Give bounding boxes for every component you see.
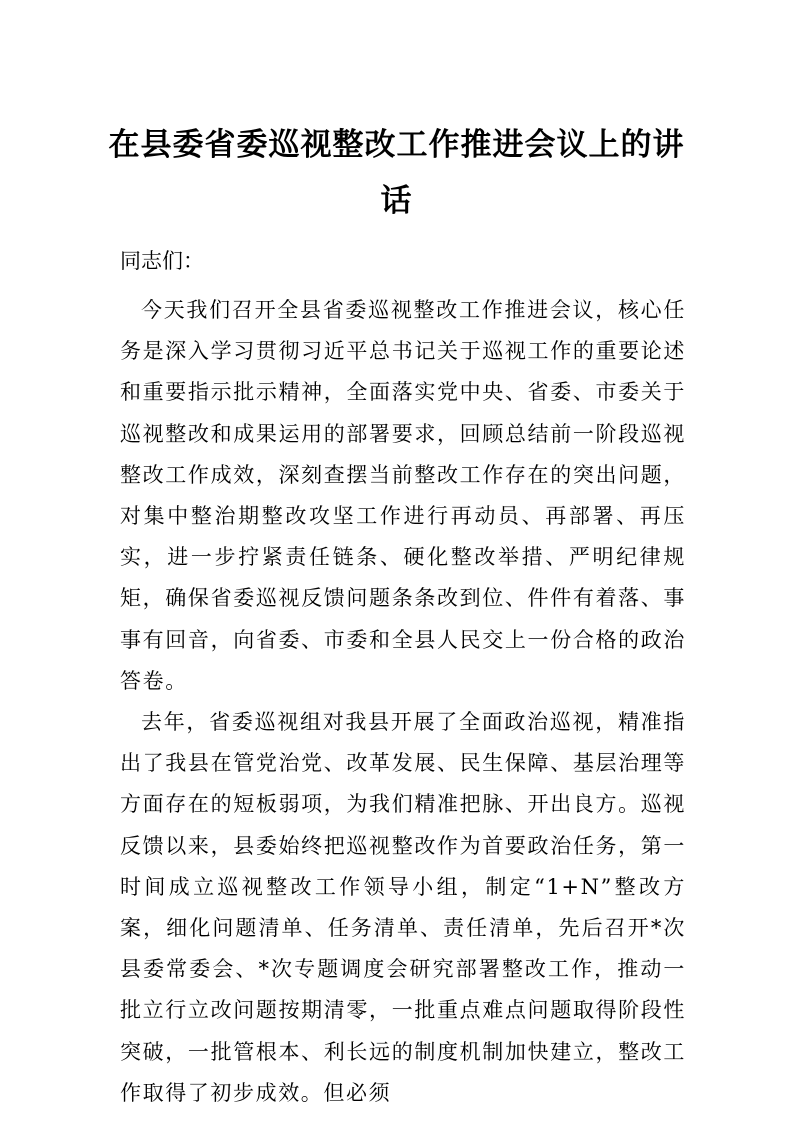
paragraph-2: 去年，省委巡视组对我县开展了全面政治巡视，精准指出了我县在管党治党、改革发展、民生保障、基层治理等方面存在的短板弱项，为我们精准把脉、开出良方。巡视反馈以来，县委始终把巡视整改作为首要政治任务，第一时间成立巡视整改工作领导小组，制定“1+N”整改方案，细化问题清单、任务清单、责任清单，先后召开*次县委常委会、*次专题调度会研究部署整改工作，推动一批立行立改问题按期清零，一批重点难点问题取得阶段性突破，一批管根本、利长远的制度机制加快建立，整改工作取得了初步成效。但必须 [120,710,686,1105]
document-body [120,290,686,1114]
title-line-2: 话 [380,183,413,219]
paragraph-1: 今天我们召开全县省委巡视整改工作推进会议，核心任务是深入学习贯彻习近平总书记关于巡视工作的重要论述和重要指示批示精神，全面落实党中央、省委、市委关于巡视整改和成果运用的部署要求，回顾总结前一阶段巡视整改工作成效，深刻查摆当前整改工作存在的突出问题，对集中整治期整改攻坚工作进行再动员、再部署、再压实，进一步拧紧责任链条、硬化整改举措、严明纪律规矩，确保省委巡视反馈问题条条改到位、件件有着落、事事有回音，向省委、市委和全县人民交上一份合格的政治答卷。 [120,298,686,693]
document-title [100,117,693,229]
title-line-1: 在县委省委巡视整改工作推进会议上的讲 [108,127,685,163]
salutation: 同志们： [120,249,204,273]
